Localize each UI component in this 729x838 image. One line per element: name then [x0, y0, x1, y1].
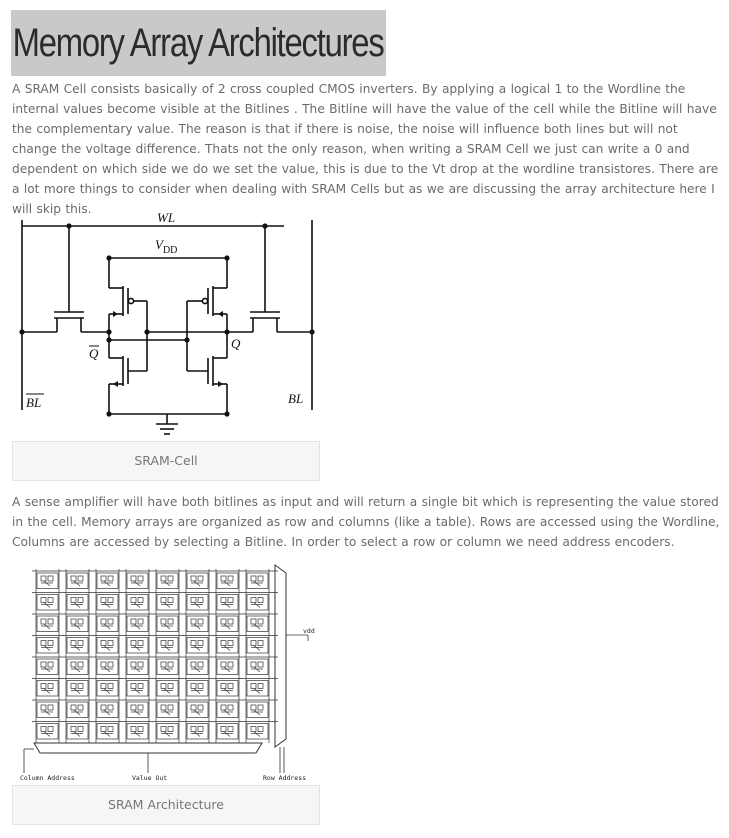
vdd-label: vdd: [303, 627, 315, 635]
label-bl: BL: [288, 391, 304, 406]
memory-cell: [187, 616, 208, 632]
memory-cell: [187, 595, 208, 611]
memory-cell: [97, 724, 118, 740]
memory-cell: [247, 681, 268, 697]
memory-cell: [97, 595, 118, 611]
memory-cell: [217, 573, 238, 589]
memory-cell: [247, 659, 268, 675]
architecture-paragraph: A sense amplifier will have both bitlines as input and will return a single bit which is representing the value stored in the cell. Memory arrays are organized as row and columns (like a table). Rows are accessed using the Wordline, Columns are accessed by selecting a Bitline. In order to select a row or column we need address encoders.: [12, 495, 720, 549]
label-qbar: Q: [89, 346, 99, 361]
memory-cell: [217, 702, 238, 718]
label-q: Q: [231, 336, 241, 351]
memory-cell: [127, 595, 148, 611]
memory-cell: [217, 616, 238, 632]
memory-cell: [127, 724, 148, 740]
label-vdd-sub: DD: [162, 245, 178, 256]
memory-cell: [187, 724, 208, 740]
memory-cell: [97, 573, 118, 589]
memory-cell: [217, 638, 238, 654]
memory-cell: [97, 681, 118, 697]
memory-cell: [37, 616, 58, 632]
memory-cell: [187, 702, 208, 718]
row-address-label: Row Address: [263, 774, 307, 782]
memory-cell: [127, 681, 148, 697]
memory-cell: [127, 659, 148, 675]
memory-cell: [37, 573, 58, 589]
memory-cell: [247, 638, 268, 654]
memory-cell: [157, 638, 178, 654]
memory-cell: [187, 681, 208, 697]
memory-cell: [247, 595, 268, 611]
memory-cell: [187, 659, 208, 675]
page-title: Memory Array Architectures: [12, 21, 384, 65]
label-vdd: V: [155, 237, 163, 252]
memory-cell: [247, 702, 268, 718]
memory-cell: [67, 702, 88, 718]
label-blbar: BL: [26, 395, 42, 410]
memory-cell: [217, 681, 238, 697]
memory-cell: [67, 573, 88, 589]
memory-cell: [67, 724, 88, 740]
memory-cell: [37, 702, 58, 718]
memory-cell: [37, 638, 58, 654]
memory-cell: [187, 638, 208, 654]
memory-cell: [37, 681, 58, 697]
value-out-label: Value Out: [132, 774, 168, 782]
memory-cell: [67, 659, 88, 675]
memory-cell: [97, 638, 118, 654]
memory-cell: [217, 724, 238, 740]
sram-architecture-caption: SRAM Architecture: [12, 785, 320, 825]
memory-cell: [97, 702, 118, 718]
memory-cell: [127, 638, 148, 654]
memory-cell: [97, 659, 118, 675]
sram-cell-diagram: [12, 206, 322, 440]
svg-text:VDD: [155, 237, 177, 256]
memory-cell: [127, 702, 148, 718]
sram-cell-caption: SRAM-Cell: [12, 441, 320, 481]
memory-cell: [157, 573, 178, 589]
memory-cell: [157, 724, 178, 740]
sram-architecture-diagram: [12, 563, 322, 785]
memory-cell: [217, 595, 238, 611]
memory-cell: [37, 659, 58, 675]
memory-cell: [247, 724, 268, 740]
memory-cell: [37, 595, 58, 611]
memory-cell: [157, 681, 178, 697]
memory-cell: [127, 573, 148, 589]
intro-paragraph: A SRAM Cell consists basically of 2 cross coupled CMOS inverters. By applying a logical 1 to the Wordline the internal values become visible at the Bitlines . The Bitline will have the value of the cell while the Bitline will have the complementary value. The reason is that if there is noise, the noise will influence both lines but will not change the voltage difference. Thats not the only reason, when writing a SRAM Cell we just can write a 0 and dependent on which side we do we set the value, this is due to the Vt drop at the wordline transistores. There are a lot more things to consider when dealing with SRAM Cells but as we are discussing the array architecture here I will skip this.: [12, 82, 719, 216]
column-address-label: Column Address: [20, 774, 75, 782]
memory-cell: [157, 616, 178, 632]
memory-cell: [157, 595, 178, 611]
memory-cell: [67, 681, 88, 697]
memory-cell: [217, 659, 238, 675]
memory-cell: [187, 573, 208, 589]
column-mux: [34, 743, 262, 753]
memory-cell: [67, 638, 88, 654]
label-wl: WL: [157, 210, 176, 225]
memory-cell: [127, 616, 148, 632]
memory-cell: [157, 702, 178, 718]
memory-cell: [157, 659, 178, 675]
memory-cell: [67, 616, 88, 632]
memory-cell: [247, 573, 268, 589]
memory-cell: [97, 616, 118, 632]
memory-cell: [247, 616, 268, 632]
memory-cell: [37, 724, 58, 740]
memory-cell: [67, 595, 88, 611]
page-title-box: [11, 10, 386, 76]
